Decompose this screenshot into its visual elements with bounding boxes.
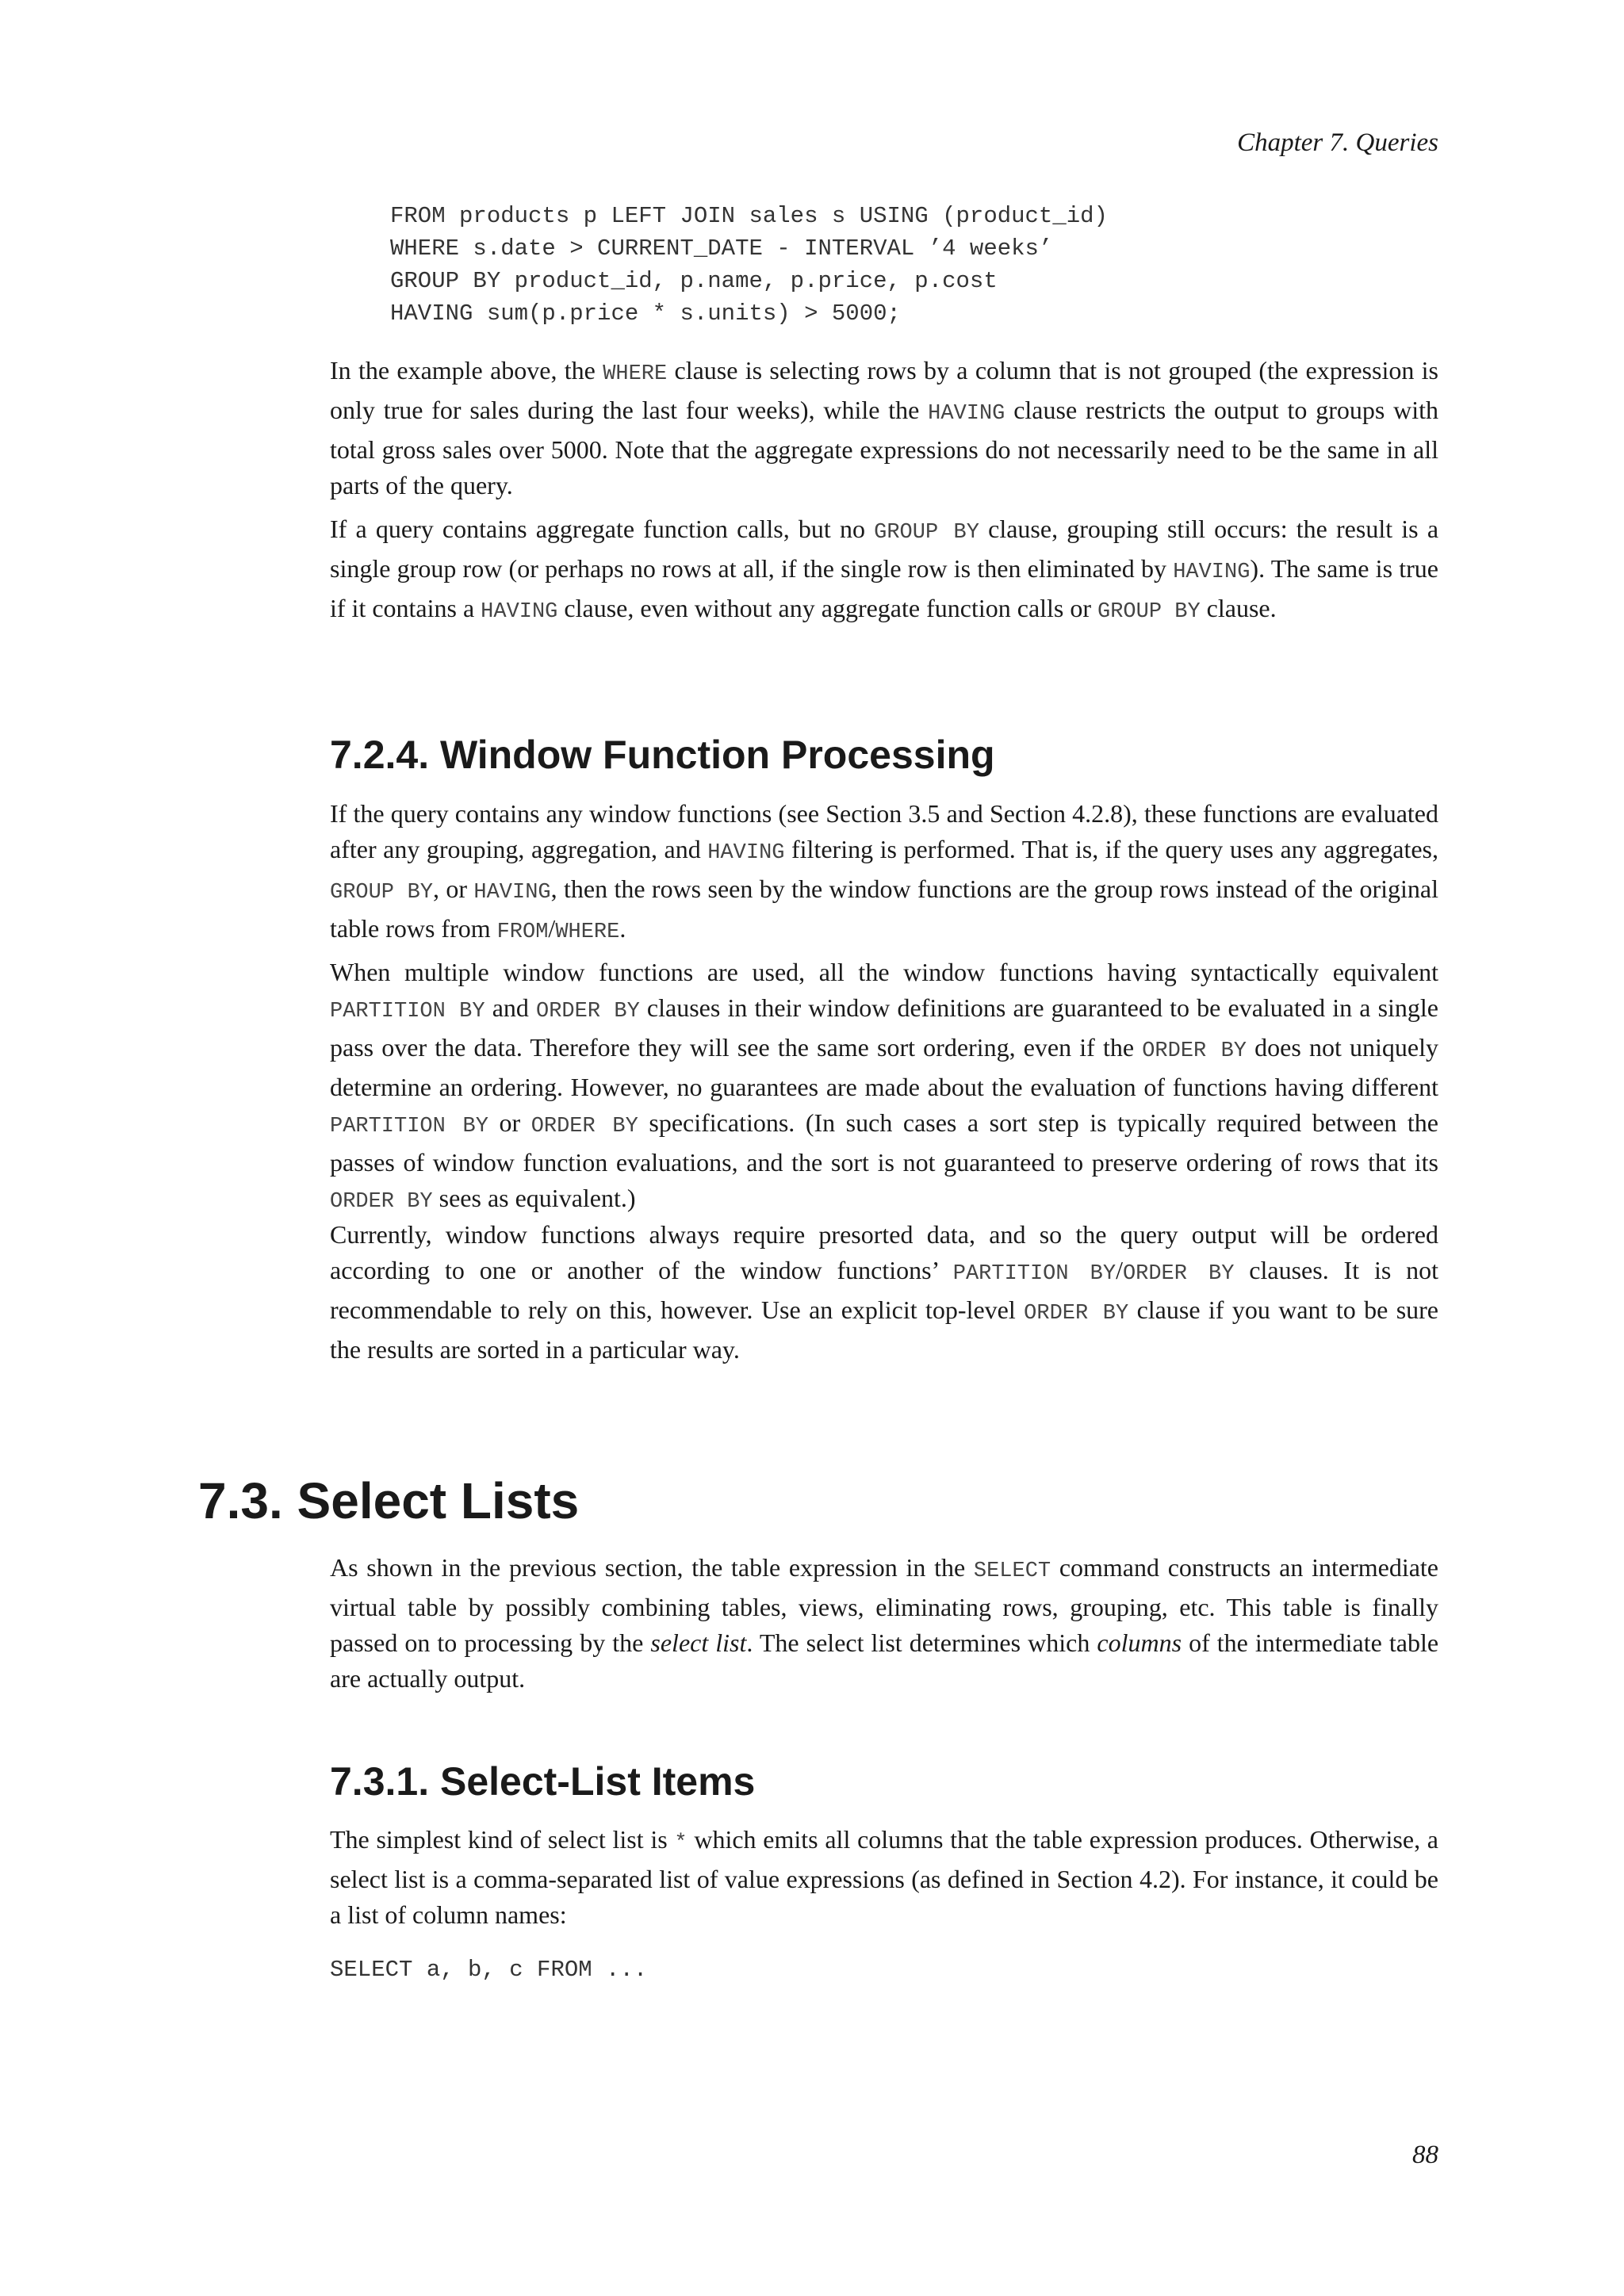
paragraph-text: The simplest kind of select list is <box>330 1825 675 1854</box>
inline-code: GROUP BY <box>330 881 433 905</box>
paragraph-text: ). The same is true if it contains a <box>330 554 1439 622</box>
inline-code: WHERE <box>603 362 668 386</box>
paragraph-text: / <box>548 914 556 943</box>
paragraph-text: clauses in their window definitions are guaranteed to be evaluated in a single pass over the data. Therefore they will see the same sort ordering, even if the <box>330 993 1439 1062</box>
inline-code: ORDER BY <box>330 1190 433 1214</box>
paragraph-text: specifications. (In such cases a sort step is typically required between the passes of window function evaluations, and the sort is not guaranteed to preserve ordering of rows that its <box>330 1108 1439 1177</box>
inline-code: ORDER BY <box>1142 1039 1247 1063</box>
paragraph-text: If the query contains any window functions (see Section 3.5 and Section 4.2.8), these functions are evaluated after any grouping, aggregation, and <box>330 799 1438 863</box>
paragraph-text: command constructs an intermediate virtual table by possibly combining tables, views, eliminating rows, grouping, etc. This table is finally passed on to processing by the <box>330 1553 1439 1657</box>
code-block-having-example: FROM products p LEFT JOIN sales s USING (product_id) WHERE s.date > CURRENT_DATE - INTERVAL ’4 weeks’ GROUP BY product_id, p.name, p.price, p.cost HAVING sum(p.price * s.units) > 5000; <box>390 203 1108 327</box>
inline-code: HAVING <box>707 841 785 865</box>
inline-code: GROUP BY <box>874 521 979 545</box>
inline-code: HAVING <box>928 402 1005 426</box>
paragraph-window-function-evaluation <box>330 796 1438 951</box>
paragraph-select-list-intro <box>330 1550 1438 1697</box>
paragraph-text: , then the rows seen by the window functions are the group rows instead of the original table rows from <box>330 874 1439 943</box>
paragraph-text: clause restricts the output to groups with total gross sales over 5000. Note that the aggregate expressions do not necessarily need to be the same in all parts of the query. <box>330 396 1439 499</box>
paragraph-text: of the intermediate table are actually output. <box>330 1628 1439 1693</box>
inline-code: HAVING <box>481 600 558 624</box>
paragraph-text: When multiple window functions are used, all the window functions having syntactically equivalent <box>330 958 1438 986</box>
inline-code: ORDER BY <box>1122 1262 1235 1286</box>
inline-code: PARTITION BY <box>952 1262 1116 1286</box>
running-header: Chapter 7. Queries <box>1237 128 1438 157</box>
paragraph-text: clause if you want to be sure the results are sorted in a particular way. <box>330 1295 1439 1364</box>
paragraph-text: clause is selecting rows by a column that is not grouped (the expression is only true for sales during the last four weeks), while the <box>330 356 1439 424</box>
inline-code: FROM <box>496 920 549 944</box>
paragraph-aggregate-grouping <box>330 511 1438 630</box>
inline-code: PARTITION BY <box>330 1000 485 1024</box>
paragraph-where-having-explanation <box>330 353 1438 503</box>
paragraph-text: sees as equivalent.) <box>432 1184 636 1212</box>
inline-code: HAVING <box>1173 561 1251 584</box>
paragraph-text: , or <box>433 874 474 903</box>
paragraph-text: . The select list determines which <box>746 1628 1097 1657</box>
paragraph-text: / <box>1116 1256 1123 1284</box>
emphasis-term: columns <box>1097 1628 1182 1657</box>
inline-code: * <box>674 1831 688 1855</box>
inline-code: ORDER BY <box>536 1000 640 1024</box>
page-number: 88 <box>1412 2141 1438 2169</box>
inline-code: PARTITION BY <box>330 1115 488 1138</box>
inline-code: WHERE <box>555 920 620 944</box>
paragraph-text: . <box>619 914 626 943</box>
emphasis-term: select list <box>650 1628 747 1657</box>
inline-code: ORDER BY <box>530 1115 638 1138</box>
inline-code: SELECT <box>973 1559 1051 1583</box>
paragraph-multiple-window-functions <box>330 955 1438 1220</box>
paragraph-text: clause, grouping still occurs: the result is a single group row (or perhaps no rows at all, if the single row is then eliminated by <box>330 515 1439 583</box>
section-heading-window-function-processing: 7.2.4. Window Function Processing <box>330 733 995 777</box>
paragraph-text: does not uniquely determine an ordering. However, no guarantees are made about the evaluation of functions having different <box>330 1033 1439 1101</box>
paragraph-text: filtering is performed. That is, if the query uses any aggregates, <box>784 835 1439 863</box>
inline-code: ORDER BY <box>1024 1302 1129 1326</box>
paragraph-text: or <box>488 1108 531 1137</box>
paragraph-text: If a query contains aggregate function calls, but no <box>330 515 875 543</box>
inline-code: HAVING <box>473 881 551 905</box>
paragraph-text: As shown in the previous section, the table expression in the <box>330 1553 974 1582</box>
paragraph-text: clause. <box>1200 594 1277 622</box>
paragraph-text: which emits all columns that the table expression produces. Otherwise, a select list is a comma-separated list of value expressions (as defined in Section 4.2). For instance, it could be a list of column names: <box>330 1825 1439 1929</box>
paragraph-text: clause, even without any aggregate function calls or <box>557 594 1098 622</box>
section-heading-select-list-items: 7.3.1. Select-List Items <box>330 1759 756 1804</box>
paragraph-text: Currently, window functions always require presorted data, and so the query output will be ordered according to one or another of the window functions’ <box>330 1220 1438 1284</box>
paragraph-text: and <box>485 993 537 1022</box>
paragraph-presorted-data <box>330 1217 1438 1368</box>
paragraph-select-list-items <box>330 1822 1438 1933</box>
section-heading-select-lists: 7.3. Select Lists <box>198 1472 580 1529</box>
paragraph-text: In the example above, the <box>330 356 603 385</box>
inline-code: GROUP BY <box>1097 600 1201 624</box>
paragraph-text: clauses. It is not recommendable to rely on this, however. Use an explicit top-level <box>330 1256 1439 1324</box>
code-block-select-example: SELECT a, b, c FROM ... <box>330 1957 648 1983</box>
